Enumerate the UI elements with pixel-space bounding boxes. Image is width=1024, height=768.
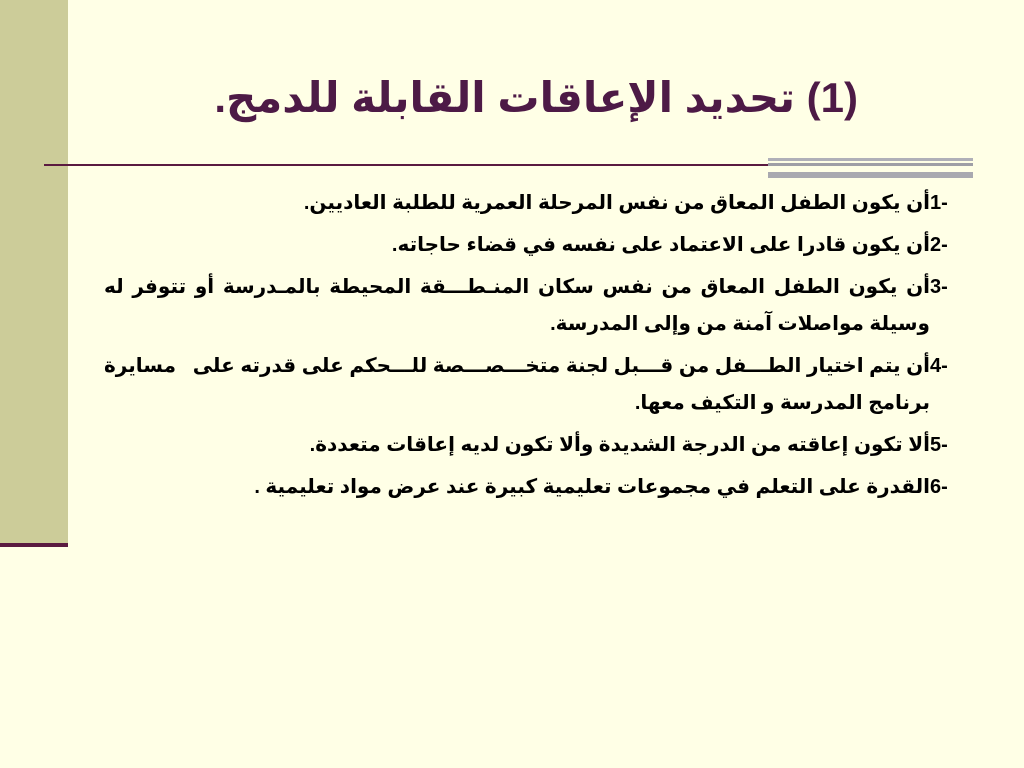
criteria-item-2 [104, 227, 968, 264]
criteria-text: أن يكون قادرا على الاعتماد على نفسه في قضاء حاجاته. [391, 234, 930, 256]
criteria-text: ألا تكون إعاقته من الدرجة الشديدة وألا تكون لديه إعاقات متعددة. [309, 434, 930, 456]
criteria-list [98, 185, 968, 575]
criteria-number: 4- [930, 355, 948, 377]
criteria-number: 1- [930, 192, 948, 214]
criteria-item-3 [98, 269, 968, 343]
criteria-item-4 [98, 348, 968, 422]
criteria-number: 2- [930, 234, 948, 256]
title-gray-accent-bar-lower [768, 172, 973, 178]
criteria-text: أن يتم اختيار الطـــفل من قـــبل لجنة متخـــصـــصة للـــحكم على قدرته على مسايرة برنامج المدرسة و التكيف معها. [98, 355, 930, 414]
criteria-number: 6- [930, 476, 948, 498]
criteria-text: أن يكون الطفل المعاق من نفس المرحلة العمرية للطلبة العاديين. [303, 192, 930, 214]
criteria-item-6 [104, 469, 968, 506]
criteria-text: القدرة على التعلم في مجموعات تعليمية كبيرة عند عرض مواد تعليمية . [254, 476, 930, 498]
left-decorative-band [0, 0, 68, 545]
slide-title: (1) تحديد الإعاقات القابلة للدمج. [214, 74, 858, 121]
criteria-item-1 [104, 185, 968, 222]
criteria-text: أن يكون الطفل المعاق من نفس سكان المنـطـــقة المحيطة بالمـدرسة أو تتوفر له وسيلة مواصلات آمنة من وإلى المدرسة. [98, 276, 930, 335]
criteria-item-5 [104, 427, 968, 464]
left-band-divider [0, 543, 68, 547]
criteria-number: 3- [930, 276, 948, 298]
title-gray-accent-bar [768, 158, 973, 166]
criteria-number: 5- [930, 434, 948, 456]
